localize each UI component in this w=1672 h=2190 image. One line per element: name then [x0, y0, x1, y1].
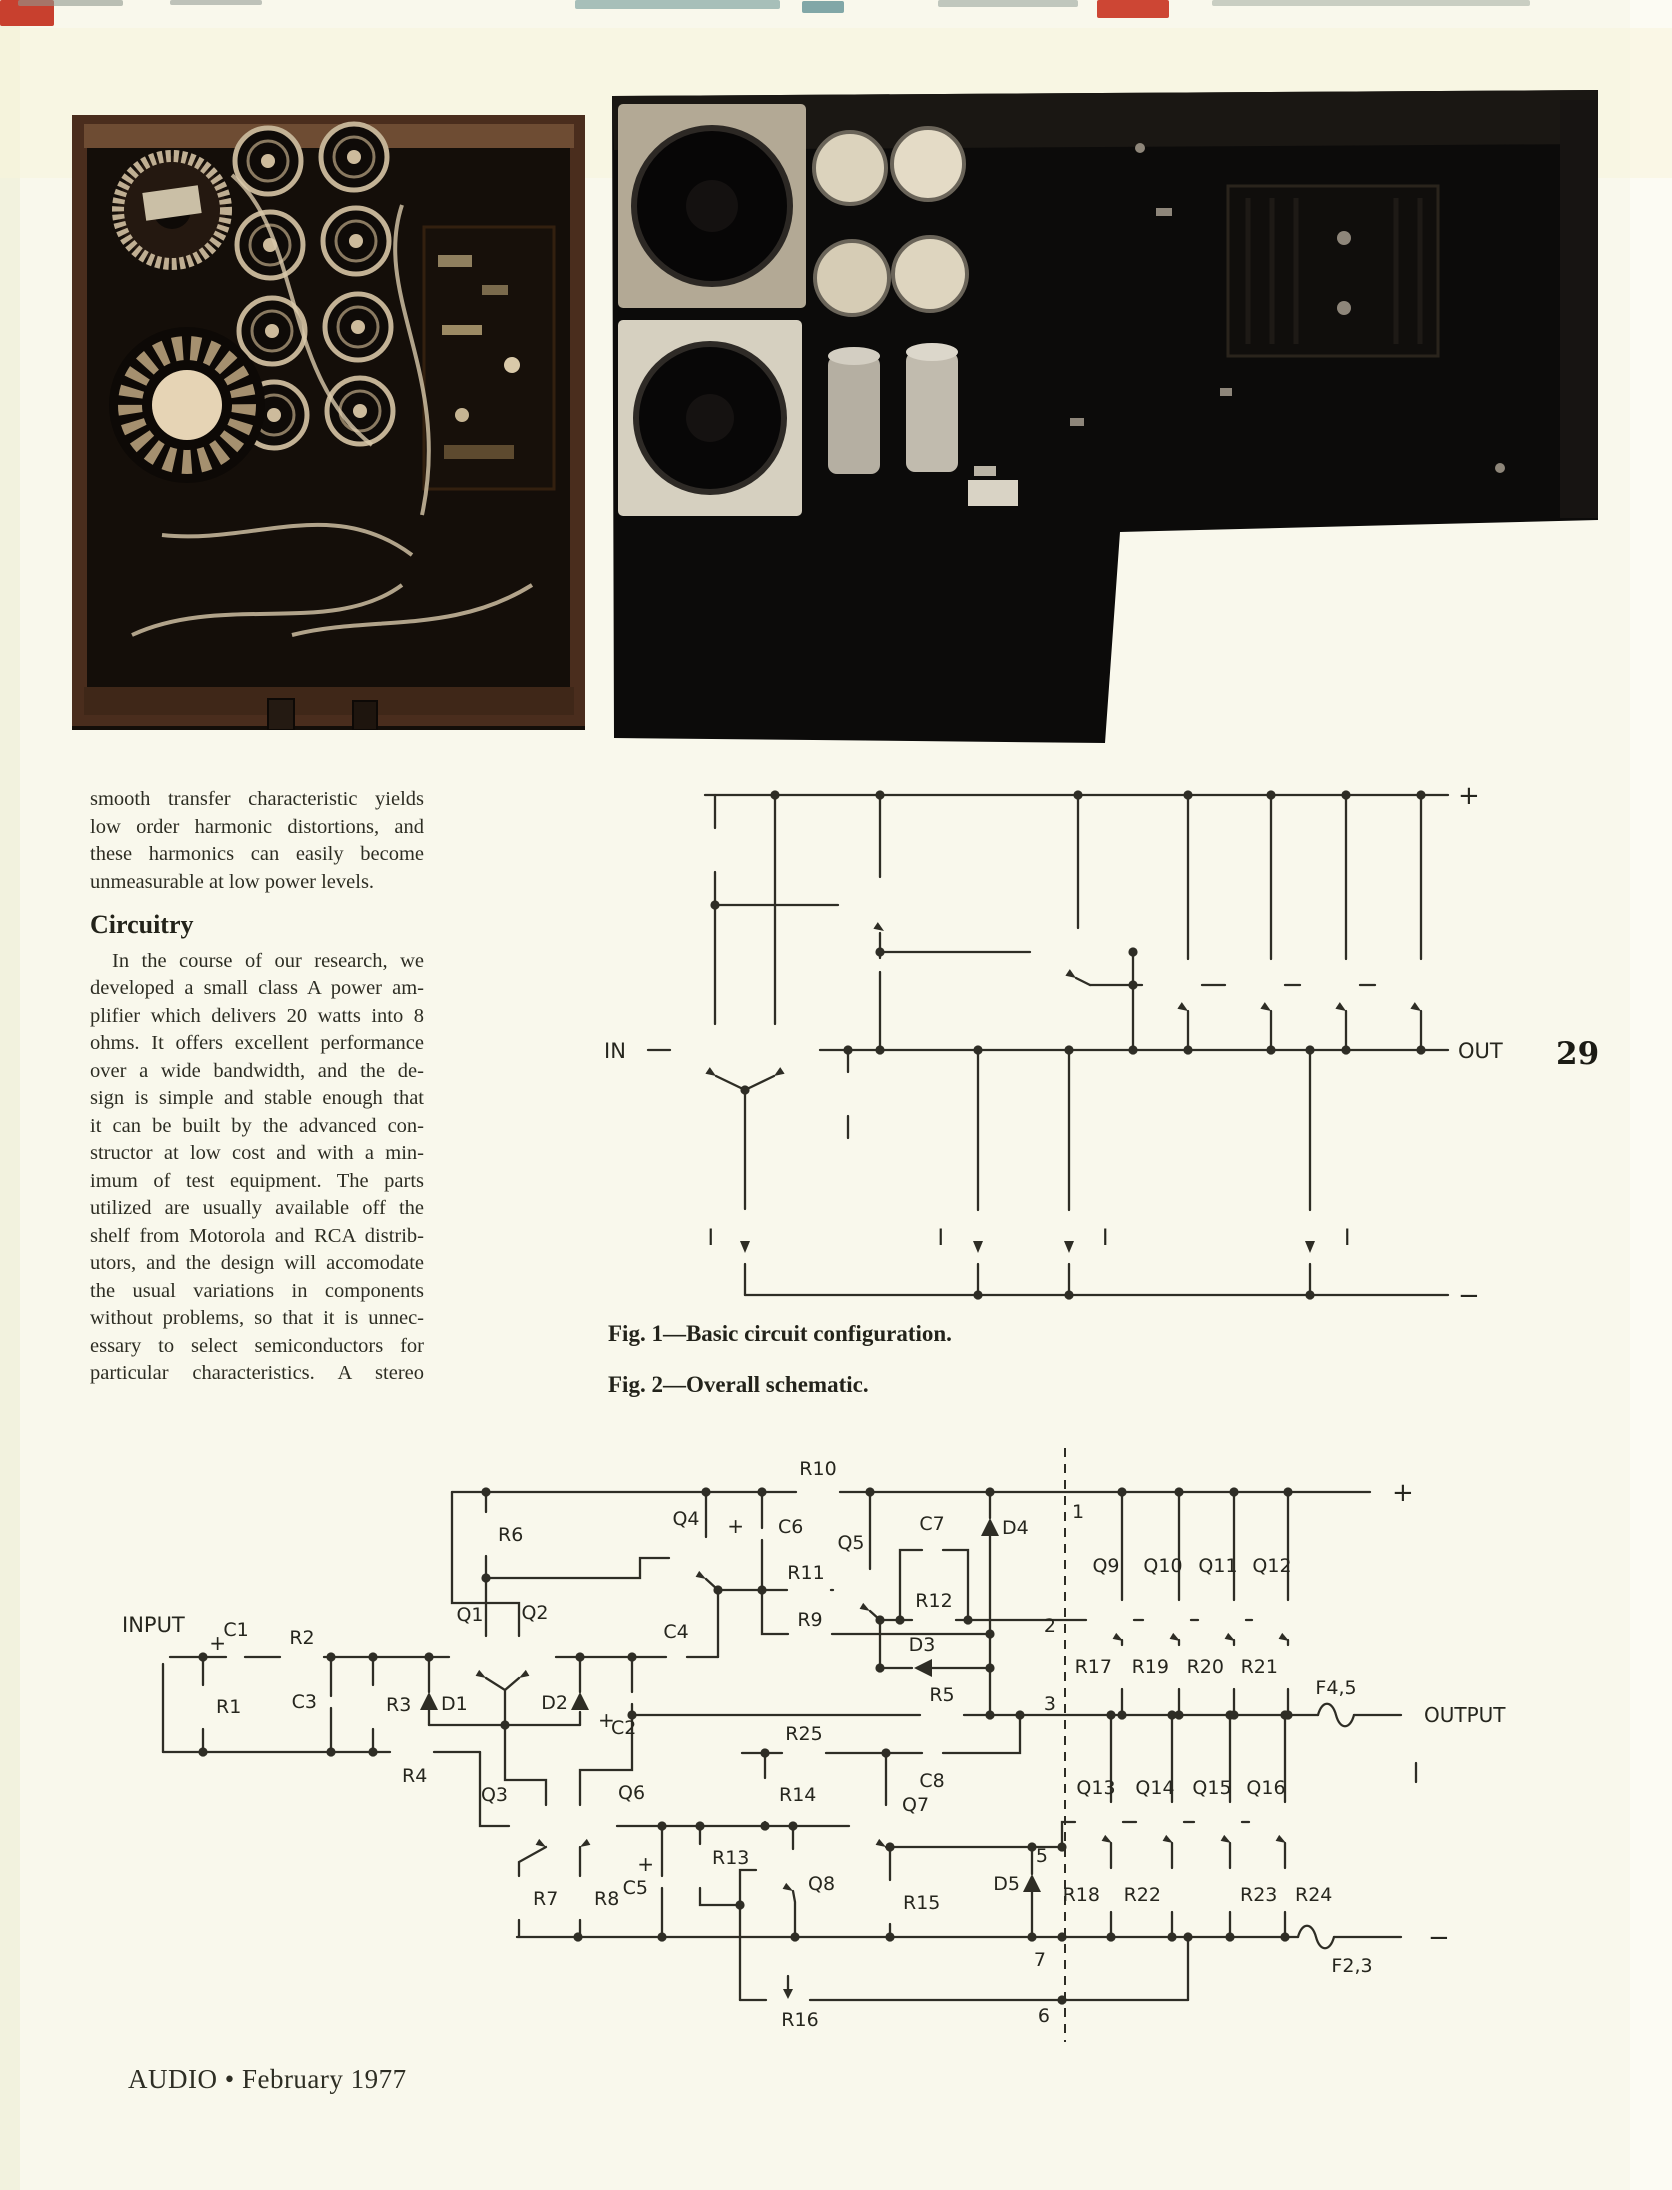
fig1-wiring: [648, 790, 1448, 1299]
left-edge-band: [0, 0, 20, 2190]
registration-mark-teal-2: [802, 1, 844, 13]
paragraph-2: [90, 948, 424, 1388]
schematic-label: 7: [1033, 1949, 1046, 1971]
schematic-label: C8: [919, 1770, 945, 1792]
text-line: low order harmonic distortions, and: [90, 815, 424, 838]
text-line: utilized are usually available off the: [90, 1197, 424, 1219]
schematic-label: Q15: [1192, 1777, 1232, 1799]
photo-left-amplifier-interior: [72, 115, 585, 730]
schematic-label: R9: [797, 1609, 823, 1631]
schematic-label: Q2: [521, 1602, 549, 1624]
schematic-label: R17: [1074, 1656, 1112, 1678]
schematic-label: R20: [1186, 1656, 1224, 1678]
schematic-label: C4: [663, 1621, 689, 1643]
text-line: structor at low cost and with a min-: [90, 1142, 424, 1164]
text-line: unmeasurable at low power levels.: [90, 870, 375, 893]
schematic-label: C1: [223, 1619, 249, 1641]
schematic-label: R13: [712, 1847, 750, 1869]
paragraph-1: [90, 786, 424, 896]
schematic-label: 6: [1037, 2005, 1050, 2027]
schematic-label: +: [209, 1631, 226, 1655]
schematic-label: −: [1428, 1923, 1450, 1953]
schematic-label: R12: [915, 1590, 953, 1612]
text-line: developed a small class A power am-: [90, 977, 424, 999]
schematic-label: R18: [1062, 1884, 1100, 1906]
registration-mark-grey-2: [170, 0, 262, 5]
schematic-label: Q7: [902, 1794, 930, 1816]
schematic-label: Q5: [837, 1532, 865, 1554]
photo-right-amplifier-chassis: [600, 88, 1605, 745]
schematic-label: Q4: [672, 1508, 700, 1530]
schematic-label: R3: [386, 1694, 412, 1716]
schematic-label: R7: [533, 1888, 559, 1910]
schematic-label: 1: [1072, 1501, 1085, 1523]
text-line: ohms. It offers excellent performance: [90, 1032, 424, 1054]
schematic-label: +: [598, 1708, 615, 1732]
schematic-label: INPUT: [122, 1613, 185, 1637]
schematic-label: R4: [402, 1765, 428, 1787]
schematic-label: Q9: [1092, 1555, 1120, 1577]
schematic-label: R14: [779, 1784, 817, 1806]
text-line: shelf from Motorola and RCA distrib-: [90, 1224, 424, 1247]
schematic-label: Q8: [808, 1873, 836, 1895]
fig2-caption: Fig. 2—Overall schematic.: [608, 1372, 869, 1397]
schematic-label: 3: [1043, 1693, 1056, 1715]
fig1-labels: [604, 781, 1503, 1311]
schematic-label: C6: [778, 1516, 804, 1538]
schematic-label: R8: [594, 1888, 620, 1910]
schematic-label: Q1: [456, 1604, 484, 1626]
text-line: over a wide bandwidth, and the de-: [90, 1059, 424, 1082]
schematic-label: R11: [787, 1562, 825, 1584]
schematic-label: Q13: [1076, 1777, 1116, 1799]
registration-mark-teal-1: [575, 0, 780, 9]
fan-unit-top: [618, 104, 806, 308]
schematic-label: I: [1102, 1226, 1109, 1251]
circuit-board: [424, 227, 554, 489]
schematic-label: C5: [622, 1877, 648, 1899]
text-line: smooth transfer characteristic yields: [90, 788, 424, 810]
fig1-schematic: [595, 778, 1555, 1320]
text-line: without problems, so that it is unnec-: [90, 1307, 424, 1329]
registration-mark-grey-1: [18, 0, 123, 6]
schematic-label: I: [1344, 1226, 1351, 1251]
schematic-label: R15: [903, 1892, 941, 1914]
schematic-label: I: [707, 1226, 714, 1251]
text-line: imum of test equipment. The parts: [90, 1169, 424, 1192]
schematic-label: OUTPUT: [1424, 1703, 1506, 1727]
schematic-label: Q12: [1252, 1555, 1292, 1577]
toroid-transformer: [118, 156, 226, 264]
schematic-label: Q16: [1246, 1777, 1286, 1799]
footer-text: AUDIO • February 1977: [128, 2064, 407, 2094]
schematic-label: R21: [1240, 1656, 1278, 1678]
text-line: In the course of our research, we: [112, 949, 424, 972]
photo-left-illustration: [72, 115, 585, 730]
schematic-label: R24: [1295, 1884, 1333, 1906]
schematic-label: Q14: [1135, 1777, 1175, 1799]
text-line: it can be built by the advanced con-: [90, 1114, 424, 1137]
schematic-label: R6: [498, 1524, 524, 1546]
schematic-label: D5: [993, 1873, 1020, 1895]
text-line: particular characteristics. A stereo: [90, 1362, 424, 1384]
registration-mark-grey-3: [938, 0, 1078, 7]
text-line: plifier which delivers 20 watts into 8: [90, 1004, 424, 1027]
schematic-label: D4: [1002, 1517, 1029, 1539]
schematic-label: R2: [289, 1627, 315, 1649]
schematic-label: D2: [541, 1692, 568, 1714]
schematic-label: +: [1458, 781, 1480, 811]
schematic-label: OUT: [1458, 1039, 1503, 1063]
schematic-label: R19: [1131, 1656, 1169, 1678]
section-heading: Circuitry: [90, 910, 194, 939]
registration-mark-red-mid: [1097, 0, 1169, 18]
schematic-label: R1: [216, 1696, 242, 1718]
chassis-edge: [1560, 100, 1598, 518]
right-edge-band: [1630, 0, 1672, 2190]
schematic-label: R16: [781, 2009, 819, 2031]
schematic-label: F4,5: [1315, 1677, 1357, 1699]
schematic-label: R5: [929, 1684, 955, 1706]
schematic-label: +: [1392, 1478, 1414, 1508]
photo-right-illustration: [600, 88, 1605, 745]
schematic-label: +: [637, 1852, 654, 1876]
text-line: essary to select semiconductors for: [90, 1334, 424, 1357]
schematic-label: +: [727, 1514, 744, 1538]
schematic-label: F2,3: [1331, 1955, 1373, 1977]
schematic-label: Q6: [618, 1782, 646, 1804]
schematic-label: R23: [1240, 1884, 1278, 1906]
schematic-label: C2: [611, 1717, 637, 1739]
text-line: utors, and the design will accomodate: [90, 1252, 424, 1274]
fig2-labels: [122, 1458, 1506, 2031]
text-line: these harmonics can easily become: [90, 843, 424, 865]
article-column: [90, 786, 424, 1388]
schematic-label: R25: [785, 1723, 823, 1745]
registration-mark-grey-4: [1212, 0, 1530, 6]
schematic-label: D1: [441, 1693, 468, 1715]
page-number: 29: [1556, 1036, 1600, 1072]
schematic-label: C3: [291, 1691, 317, 1713]
fan-unit-bottom: [618, 320, 802, 516]
fig2-schematic: [85, 1425, 1605, 2055]
schematic-label: D3: [908, 1634, 936, 1656]
text-line: the usual variations in components: [90, 1279, 424, 1302]
schematic-label: 5: [1035, 1845, 1048, 1867]
schematic-label: Q11: [1198, 1555, 1238, 1577]
schematic-label: I: [937, 1226, 944, 1251]
schematic-label: R22: [1123, 1884, 1161, 1906]
transformer-block: [1228, 186, 1438, 356]
text-line: sign is simple and stable enough that: [90, 1087, 424, 1109]
schematic-label: Q3: [480, 1784, 508, 1806]
finned-heatsink: [109, 327, 265, 483]
fig1-caption: Fig. 1—Basic circuit configuration.: [608, 1321, 952, 1346]
schematic-label: C7: [919, 1513, 945, 1535]
schematic-label: 2: [1043, 1615, 1056, 1637]
schematic-label: Q10: [1143, 1555, 1183, 1577]
schematic-label: R10: [799, 1458, 837, 1480]
schematic-label: −: [1458, 1281, 1480, 1311]
schematic-label: IN: [604, 1039, 626, 1063]
